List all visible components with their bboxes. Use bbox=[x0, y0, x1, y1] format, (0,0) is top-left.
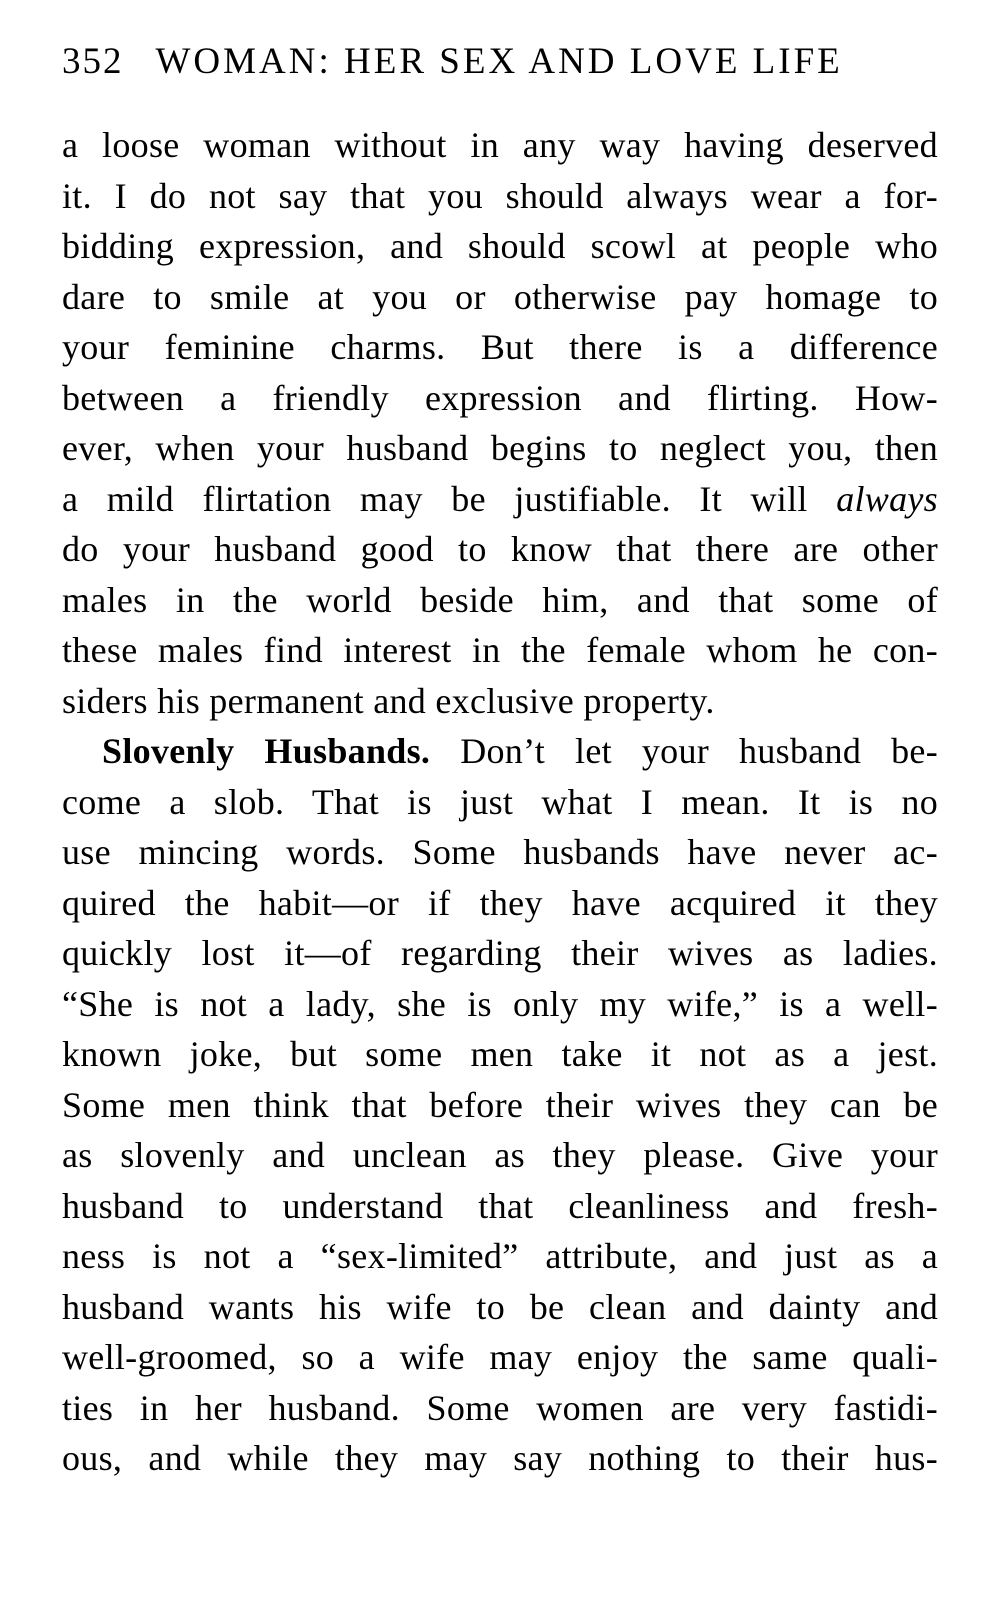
text-segment: ous, and while they may say nothing to their hus- bbox=[62, 1438, 938, 1478]
page-number: 352 bbox=[62, 41, 124, 82]
text-line bbox=[62, 171, 938, 222]
text-line bbox=[62, 1231, 938, 1282]
text-segment: come a slob. That is just what I mean. It is no bbox=[62, 781, 938, 822]
text-segment: your feminine charms. But there is a difference bbox=[62, 327, 938, 367]
text-segment: Some men think that before their wives they can be bbox=[62, 1084, 938, 1125]
text-line bbox=[62, 1433, 938, 1484]
text-line bbox=[62, 474, 938, 525]
text-line bbox=[62, 1130, 938, 1181]
text-line bbox=[62, 676, 938, 727]
text-segment: ever, when your husband begins to neglect you, then bbox=[62, 428, 938, 468]
text-line bbox=[62, 1383, 938, 1434]
text-line bbox=[62, 1332, 938, 1383]
text-segment: a mild flirtation may be justifiable. It will bbox=[62, 478, 837, 519]
text-line bbox=[62, 1181, 938, 1232]
text-segment: Don’t let your husband be- bbox=[430, 731, 938, 771]
text-line bbox=[62, 322, 938, 373]
text-line bbox=[62, 979, 938, 1030]
text-line bbox=[62, 827, 938, 878]
text-segment: siders his permanent and exclusive property. bbox=[62, 680, 715, 721]
text-line bbox=[62, 1029, 938, 1080]
text-segment: between a friendly expression and flirting. How- bbox=[62, 377, 938, 418]
text-segment: ness is not a “sex-limited” attribute, and just as a bbox=[62, 1236, 938, 1276]
text-segment: well-groomed, so a wife may enjoy the same quali- bbox=[62, 1337, 938, 1377]
text-line bbox=[62, 120, 938, 171]
text-line bbox=[62, 524, 938, 575]
text-segment: bidding expression, and should scowl at people who bbox=[62, 226, 938, 266]
text-segment: quickly lost it—of regarding their wives as ladies. bbox=[62, 933, 938, 973]
text-segment: “She is not a lady, she is only my wife,” is a well- bbox=[62, 983, 938, 1024]
run-in-heading: Slovenly Husbands. bbox=[102, 731, 431, 771]
text-line bbox=[62, 1282, 938, 1333]
text-segment: known joke, but some men take it not as a jest. bbox=[62, 1034, 938, 1074]
text-line bbox=[62, 726, 938, 777]
page-header bbox=[62, 40, 938, 84]
text-line bbox=[62, 575, 938, 626]
running-title: WOMAN: HER SEX AND LOVE LIFE bbox=[155, 41, 843, 82]
text-line bbox=[62, 221, 938, 272]
text-segment: use mincing words. Some husbands have never ac- bbox=[62, 832, 938, 872]
text-segment: it. I do not say that you should always wear a for- bbox=[62, 175, 938, 216]
text-line bbox=[62, 423, 938, 474]
text-segment: husband wants his wife to be clean and dainty and bbox=[62, 1286, 938, 1327]
text-segment: these males find interest in the female whom he con- bbox=[62, 630, 938, 670]
text-segment: quired the habit—or if they have acquired it they bbox=[62, 882, 938, 923]
emphasized-text: always bbox=[836, 478, 938, 519]
text-segment: dare to smile at you or otherwise pay homage to bbox=[62, 276, 938, 317]
text-line bbox=[62, 625, 938, 676]
text-segment: as slovenly and unclean as they please. Give your bbox=[62, 1135, 938, 1175]
text-segment: ties in her husband. Some women are very fastidi- bbox=[62, 1387, 938, 1428]
text-line bbox=[62, 1080, 938, 1131]
text-segment: males in the world beside him, and that some of bbox=[62, 579, 938, 620]
text-line bbox=[62, 272, 938, 323]
text-segment: a loose woman without in any way having deserved bbox=[62, 125, 938, 165]
text-line bbox=[62, 373, 938, 424]
text-line bbox=[62, 878, 938, 929]
text-segment: do your husband good to know that there are other bbox=[62, 529, 938, 569]
text-line bbox=[62, 777, 938, 828]
text-line bbox=[62, 928, 938, 979]
page-body bbox=[62, 120, 938, 1484]
text-segment: husband to understand that cleanliness and fresh- bbox=[62, 1185, 938, 1226]
